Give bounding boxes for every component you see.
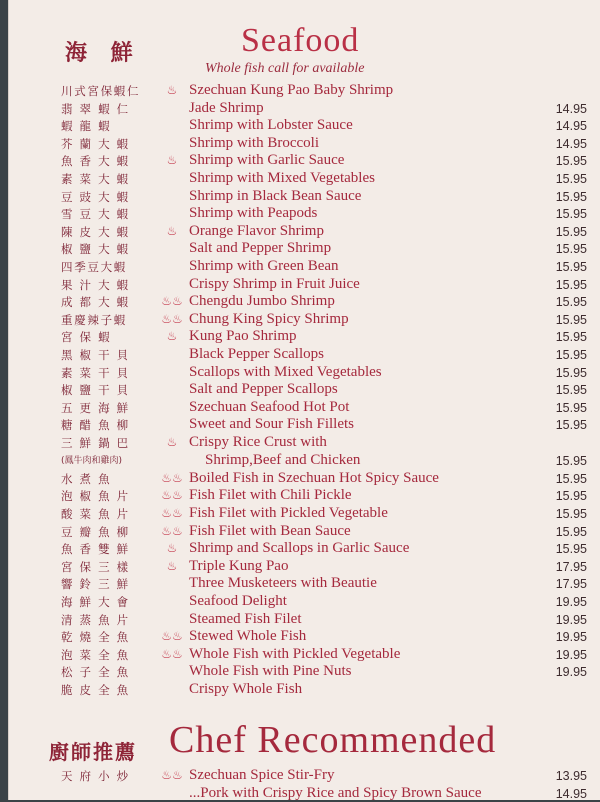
- item-name-cn: 椒 鹽 干 貝: [61, 383, 130, 398]
- pepper-icon: ♨♨: [161, 488, 183, 503]
- item-name-cn: 天 府 小 炒: [61, 769, 130, 783]
- pepper-icon: ♨♨: [161, 311, 183, 326]
- menu-item: [9, 434, 600, 470]
- item-name-cn: 酸 菜 魚 片: [61, 507, 130, 522]
- item-name-cn: 素 菜 大 蝦: [61, 171, 130, 186]
- item-name: Jade Shrimp: [189, 99, 264, 116]
- item-price: 14.95: [555, 101, 587, 116]
- menu-page: [8, 0, 600, 800]
- item-price: 15.95: [555, 471, 587, 486]
- menu-item: [9, 311, 600, 329]
- menu-item: [9, 170, 600, 188]
- item-name-cn: 成 都 大 蝦: [61, 295, 130, 310]
- item-price: 15.95: [555, 542, 587, 557]
- item-name-line2: Shrimp,Beef and Chicken: [205, 451, 361, 468]
- pepper-icon: ♨♨: [161, 506, 183, 521]
- item-name-cn: 清 蒸 魚 片: [61, 612, 130, 627]
- item-name-cn: 宮 保 三 樣: [61, 559, 130, 574]
- item-price: 19.95: [555, 612, 587, 627]
- item-name-cn: 黑 椒 干 貝: [61, 347, 130, 362]
- item-name: Fish Filet with Bean Sauce: [189, 522, 351, 539]
- item-name: Steamed Fish Filet: [189, 610, 302, 627]
- pepper-icon: ♨♨: [161, 646, 183, 661]
- menu-item: [9, 117, 600, 135]
- item-price: 15.95: [555, 312, 587, 327]
- item-price: 17.95: [555, 577, 587, 592]
- item-price: 15.95: [555, 207, 587, 222]
- menu-item: [9, 593, 600, 611]
- pepper-icon: ♨: [166, 541, 178, 556]
- item-name: Three Musketeers with Beautie: [189, 575, 377, 592]
- item-price: 15.95: [555, 189, 587, 204]
- menu-item: [9, 558, 600, 576]
- item-name-cn: 海 鮮 大 會: [61, 595, 130, 610]
- pepper-icon: ♨♨: [161, 470, 183, 485]
- item-name-cn: 四季豆大蝦: [61, 259, 127, 274]
- item-name-cn: 果 汁 大 蝦: [61, 277, 130, 292]
- item-name: Shrimp and Scallops in Garlic Sauce: [189, 540, 410, 557]
- item-name: Shrimp with Green Bean: [189, 257, 339, 274]
- pepper-icon: ♨♨: [161, 768, 183, 782]
- menu-item: [9, 364, 600, 382]
- item-name-cn: 川式宮保蝦仁: [61, 84, 141, 98]
- item-name: Stewed Whole Fish: [189, 628, 307, 645]
- item-name-cn: 重慶辣子蝦: [61, 312, 127, 327]
- item-price: 15.95: [555, 242, 587, 257]
- menu-item: [9, 575, 600, 593]
- menu-item: [9, 381, 600, 399]
- menu-item: [9, 487, 600, 505]
- chef-title: Chef Recommended: [169, 719, 497, 761]
- item-name-cn: 豆 瓣 魚 柳: [61, 524, 130, 539]
- menu-item: [9, 100, 600, 118]
- item-price: 15.95: [555, 347, 587, 362]
- item-name: Fish Filet with Chili Pickle: [189, 487, 352, 504]
- item-name: Seafood Delight: [189, 593, 287, 610]
- item-name-cn: 椒 鹽 大 蝦: [61, 242, 130, 257]
- item-name: Black Pepper Scallops: [189, 345, 324, 362]
- item-name-cn: 泡 菜 全 魚: [61, 647, 130, 662]
- item-price: 15.95: [555, 365, 587, 380]
- item-price: 15.95: [555, 383, 587, 398]
- menu-item: [9, 188, 600, 206]
- item-name-cn: 翡 翠 蝦 仁: [61, 101, 130, 116]
- item-name-cn: 水 煮 魚: [61, 471, 112, 486]
- item-name: Boiled Fish in Szechuan Hot Spicy Sauce: [189, 469, 439, 486]
- item-name-cn: 響 鈴 三 鮮: [61, 577, 130, 592]
- item-name: Crispy Whole Fish: [189, 681, 303, 697]
- menu-item: [9, 646, 600, 664]
- item-name-cn: 魚 香 雙 鮮: [61, 542, 130, 557]
- item-name-cn: 魚 香 大 蝦: [61, 154, 130, 169]
- menu-item: [9, 82, 600, 100]
- menu-list: [9, 82, 600, 699]
- item-price: 15.95: [555, 400, 587, 415]
- section-header: [9, 18, 600, 88]
- item-name-cn: 松 子 全 魚: [61, 665, 130, 680]
- menu-item: [9, 470, 600, 488]
- item-price: 19.95: [555, 647, 587, 662]
- item-name-cn: 泡 椒 魚 片: [61, 489, 130, 504]
- item-price: 15.95: [555, 453, 587, 468]
- item-name: Szechuan Seafood Hot Pot: [189, 398, 350, 415]
- item-price: 15.95: [555, 259, 587, 274]
- item-name: Sweet and Sour Fish Fillets: [189, 416, 355, 433]
- item-name: ...Pork with Crispy Rice and Spicy Brown Sauce: [189, 784, 482, 801]
- menu-item: [9, 505, 600, 523]
- item-name: Orange Flavor Shrimp: [189, 222, 324, 239]
- item-price: 15.95: [555, 524, 587, 539]
- item-name: Whole Fish with Pickled Vegetable: [189, 645, 401, 662]
- menu-item: [9, 416, 600, 434]
- item-name-cn: 糖 醋 魚 柳: [61, 418, 130, 433]
- menu-item: [9, 540, 600, 558]
- pepper-icon: ♨: [166, 153, 178, 168]
- item-price: 15.95: [555, 277, 587, 292]
- item-name-cn: 豆 豉 大 蝦: [61, 189, 130, 204]
- section-title-cn: 海 鮮: [65, 40, 141, 66]
- item-name: Chengdu Jumbo Shrimp: [189, 293, 335, 310]
- item-name: Shrimp with Peapods: [189, 205, 318, 222]
- item-name: Whole Fish with Pine Nuts: [189, 663, 352, 680]
- item-price: 15.95: [555, 330, 587, 345]
- pepper-icon: ♨: [166, 558, 178, 573]
- item-name: Shrimp with Broccoli: [189, 134, 319, 151]
- item-price: 15.95: [555, 154, 587, 169]
- menu-item: [9, 135, 600, 153]
- menu-item: [9, 663, 600, 681]
- section-subtitle: Whole fish call for available: [205, 61, 365, 76]
- pepper-icon: ♨♨: [161, 629, 183, 644]
- menu-item: [9, 611, 600, 629]
- menu-item: [9, 258, 600, 276]
- item-name: Szechuan Spice Stir-Fry: [189, 767, 335, 783]
- item-name-cn: 蝦 龍 蝦: [61, 119, 112, 134]
- pepper-icon: ♨: [166, 83, 178, 97]
- item-name: Triple Kung Pao: [189, 557, 289, 574]
- item-price: 13.95: [555, 769, 587, 783]
- section-title: Seafood: [241, 22, 360, 59]
- item-price: 19.95: [555, 595, 587, 610]
- item-name-cn: 雪 豆 大 蝦: [61, 207, 130, 222]
- pepper-icon: ♨: [166, 223, 178, 238]
- item-price: 14.95: [555, 136, 587, 151]
- menu-item: [9, 328, 600, 346]
- item-name-cn: 陳 皮 大 蝦: [61, 224, 130, 239]
- item-name-cn: 五 更 海 鮮: [61, 400, 130, 415]
- item-name: Scallops with Mixed Vegetables: [189, 363, 382, 380]
- menu-item: [9, 346, 600, 364]
- menu-item: [9, 223, 600, 241]
- menu-item: [9, 767, 600, 785]
- item-name-cn: 宮 保 蝦: [61, 330, 112, 345]
- item-price: 15.95: [555, 418, 587, 433]
- chef-list: [9, 767, 600, 802]
- item-name: Kung Pao Shrimp: [189, 328, 297, 345]
- item-name-cn: 乾 燒 全 魚: [61, 630, 130, 645]
- item-price: 15.95: [555, 489, 587, 504]
- menu-item: [9, 628, 600, 646]
- item-name-cn: 素 菜 干 貝: [61, 365, 130, 380]
- menu-item: [9, 399, 600, 417]
- menu-item: [9, 276, 600, 294]
- item-name: Shrimp with Garlic Sauce: [189, 152, 345, 169]
- item-price: 15.95: [555, 224, 587, 239]
- pepper-icon: ♨♨: [161, 523, 183, 538]
- item-name: Szechuan Kung Pao Baby Shrimp: [189, 82, 394, 98]
- chef-title-cn: 廚師推薦: [49, 740, 137, 764]
- item-name: Shrimp in Black Bean Sauce: [189, 187, 362, 204]
- item-price: 15.95: [555, 295, 587, 310]
- pepper-icon: ♨♨: [161, 294, 183, 309]
- item-name-cn: 三 鮮 鍋 巴: [61, 435, 130, 450]
- item-name: Crispy Rice Crust with: [189, 433, 327, 450]
- menu-item: [9, 523, 600, 541]
- item-price: 15.95: [555, 171, 587, 186]
- chef-header: [9, 710, 600, 770]
- menu-item: [9, 240, 600, 258]
- pepper-icon: ♨: [166, 434, 178, 449]
- item-name: Crispy Shrimp in Fruit Juice: [189, 275, 360, 292]
- item-price: 17.95: [555, 559, 587, 574]
- item-price: 19.95: [555, 630, 587, 645]
- item-name-cn-note: (鳳牛肉和雞肉): [61, 455, 123, 466]
- menu-item: [9, 785, 600, 802]
- item-name-cn: 脆 皮 全 魚: [61, 683, 130, 697]
- item-name-cn: 芥 蘭 大 蝦: [61, 136, 130, 151]
- item-price: 19.95: [555, 665, 587, 680]
- pepper-icon: ♨: [166, 329, 178, 344]
- item-name: Salt and Pepper Scallops: [189, 381, 338, 398]
- item-price: 14.95: [555, 119, 587, 134]
- menu-item: [9, 205, 600, 223]
- item-name: Shrimp with Mixed Vegetables: [189, 169, 375, 186]
- item-name: Chung King Spicy Shrimp: [189, 310, 349, 327]
- item-name: Fish Filet with Pickled Vegetable: [189, 505, 388, 522]
- item-name: Shrimp with Lobster Sauce: [189, 117, 353, 134]
- menu-item: [9, 293, 600, 311]
- menu-item: [9, 681, 600, 699]
- item-price: 15.95: [555, 507, 587, 522]
- menu-item: [9, 152, 600, 170]
- item-name: Salt and Pepper Shrimp: [189, 240, 332, 257]
- item-price: 14.95: [555, 786, 587, 801]
